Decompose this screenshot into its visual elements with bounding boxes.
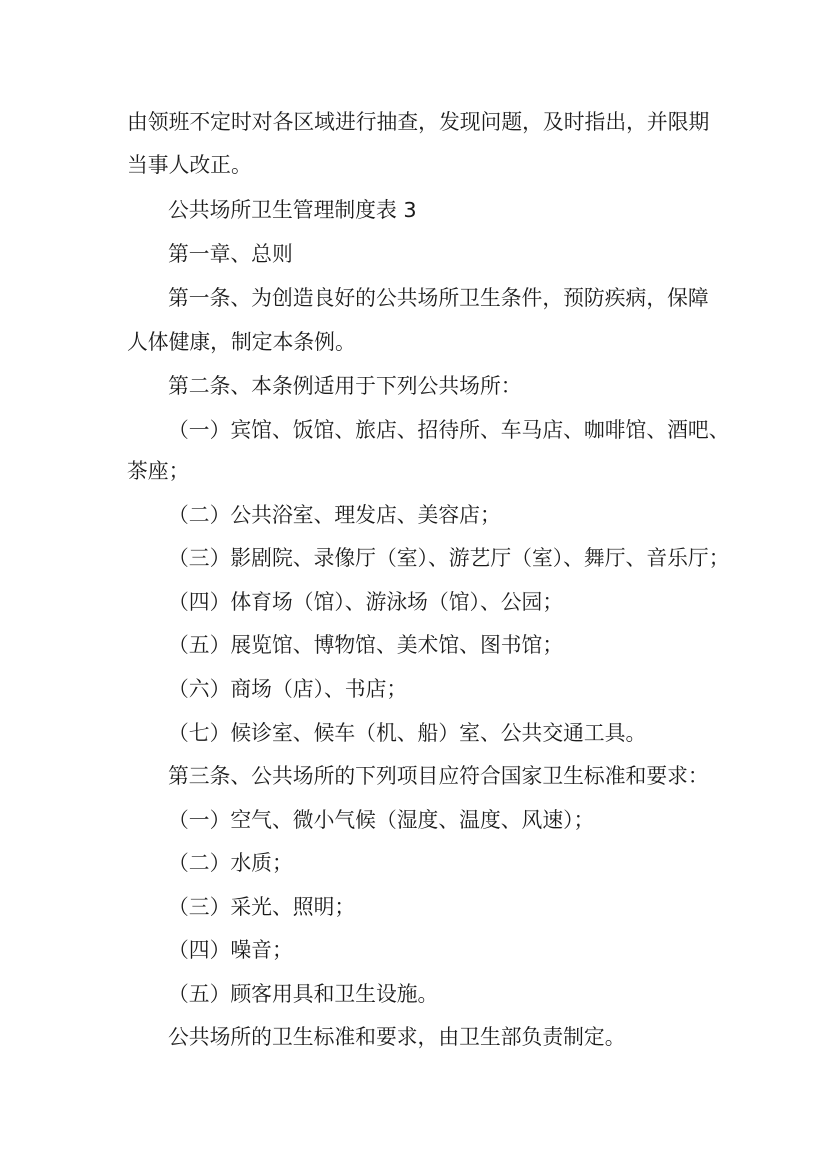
list-item: （四）体育场（馆）、游泳场（馆）、公园； (168, 590, 564, 614)
list-item: （四）噪音； (168, 938, 293, 962)
list-item: （二）水质； (168, 851, 293, 875)
article-line: 第一条、为创造良好的公共场所卫生条件，预防疾病，保障 (168, 286, 709, 310)
paragraph-line: 茶座； (127, 459, 190, 483)
article-line: 第三条、公共场所的下列项目应符合国家卫生标准和要求： (168, 764, 709, 788)
section-title: 公共场所卫生管理制度表 3 (168, 198, 417, 222)
list-item: （五）顾客用具和卫生设施。 (168, 982, 439, 1006)
list-item: （五）展览馆、博物馆、美术馆、图书馆； (168, 633, 564, 657)
chapter-heading: 第一章、总则 (168, 242, 293, 266)
list-item: （六）商场（店）、书店； (168, 677, 408, 701)
list-item: （三）采光、照明； (168, 895, 356, 919)
list-item: （七）候诊室、候车（机、船）室、公共交通工具。 (168, 721, 647, 745)
list-item: （一）宾馆、饭馆、旅店、招待所、车马店、咖啡馆、酒吧、 (168, 418, 730, 442)
list-item: （三）影剧院、录像厅（室）、游艺厅（室）、舞厅、音乐厅； (168, 546, 730, 570)
paragraph-line: 人体健康，制定本条例。 (127, 330, 356, 354)
list-item: （二）公共浴室、理发店、美容店； (168, 503, 501, 527)
article-line: 第二条、本条例适用于下列公共场所： (168, 374, 522, 398)
paragraph-line: 由领班不定时对各区域进行抽查，发现问题，及时指出，并限期 (127, 110, 710, 134)
list-item: （一）空气、微小气候（湿度、温度、风速）； (168, 808, 595, 832)
paragraph-line: 公共场所的卫生标准和要求，由卫生部负责制定。 (168, 1025, 626, 1049)
paragraph-line: 当事人改正。 (127, 153, 252, 177)
